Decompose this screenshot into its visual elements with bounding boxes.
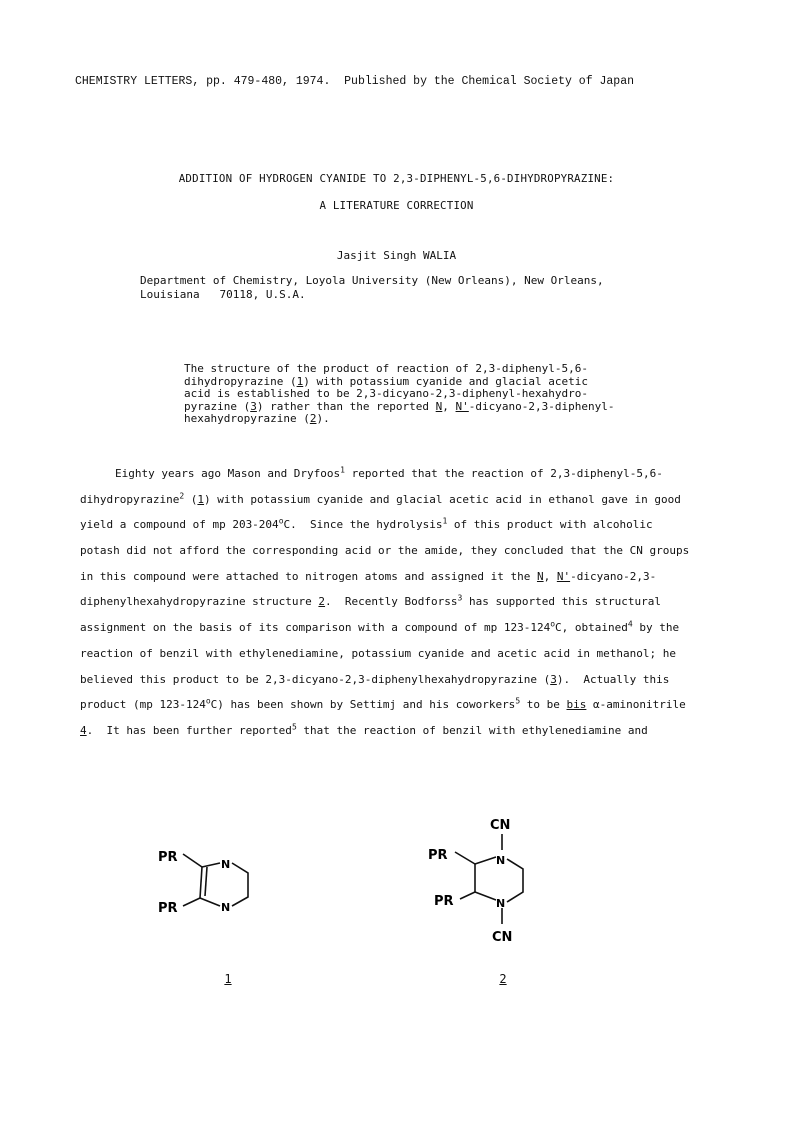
body-line: dihydropyrazine$^2$ (1) with potassium cyanide and glacial acetic acid in ethanol gave in good <box>80 491 681 506</box>
structure-2-cn-top: CN <box>490 818 511 833</box>
abstract-line: dihydropyrazine (1) with potassium cyanide and glacial acetic <box>184 374 588 388</box>
structure-2-atom-top: N <box>496 854 506 867</box>
body-line: in this compound were attached to nitrogen atoms and assigned it the N, N'-dicyano-2,3- <box>80 569 657 583</box>
body-line: 4. It has been further reported$^5$ that the reaction of benzil with ethylenediamine and <box>80 722 648 737</box>
abstract <box>184 363 624 426</box>
body-line: potash did not afford the corresponding acid or the amide, they concluded that the CN groups <box>80 544 690 558</box>
structure-2-cn-bottom: CN <box>492 930 513 945</box>
abstract-line: hexahydropyrazine (2). <box>184 412 330 425</box>
structure-1-atom-top: N <box>221 858 231 871</box>
structure-2-substituent-top: PR <box>428 848 448 863</box>
body-line: believed this product to be 2,3-dicyano-2,3-diphenylhexahydropyrazine (3). Actually this <box>80 672 670 686</box>
body-line: reaction of benzil with ethylenediamine, potassium cyanide and acetic acid in methanol; he <box>80 646 677 660</box>
body-line: assignment on the basis of its comparison with a compound of mp 123-124$^o$C, obtained$^4$ by the <box>80 619 680 635</box>
structure-1-substituent-bottom: PR <box>158 901 178 916</box>
journal-header <box>75 75 715 88</box>
body-line: Eighty years ago Mason and Dryfoos$^1$ reported that the reaction of 2,3-diphenyl-5,6- <box>115 465 663 480</box>
title-line-2: A LITERATURE CORRECTION <box>319 199 474 212</box>
citation: CHEMISTRY LETTERS, pp. 479-480, 1974. <box>75 75 331 88</box>
abstract-line: pyrazine (3) rather than the reported N, N'-dicyano-2,3-diphenyl- <box>184 399 615 413</box>
affiliation-line-2: Louisiana 70118, U.S.A. <box>140 288 306 301</box>
structure-1-atom-bottom: N <box>221 901 231 914</box>
body-line: yield a compound of mp 203-204$^o$C. Since the hydrolysis$^1$ of this product with alcoholic <box>80 516 653 532</box>
author-name: Jasjit Singh WALIA <box>336 249 457 262</box>
affiliation <box>140 274 700 302</box>
publisher: Published by the Chemical Society of Japan <box>344 75 635 88</box>
structure-1-substituent-top: PR <box>158 850 178 865</box>
body-line: diphenylhexahydropyrazine structure 2. Recently Bodforss$^3$ has supported this structural <box>80 593 662 609</box>
body-line: product (mp 123-124$^o$C) has been shown by Settimj and his coworkers$^5$ to be bis α-aminonitrile <box>80 696 686 712</box>
body-paragraph <box>80 461 720 744</box>
structure-2-diagram <box>420 812 560 947</box>
structure-1-diagram <box>150 840 280 920</box>
abstract-line: The structure of the product of reaction of 2,3-diphenyl-5,6- <box>184 362 588 375</box>
abstract-line: acid is established to be 2,3-dicyano-2,3-diphenyl-hexahydro- <box>184 387 588 400</box>
affiliation-line-1: Department of Chemistry, Loyola University (New Orleans), New Orleans, <box>140 274 604 287</box>
title-line-1: ADDITION OF HYDROGEN CYANIDE TO 2,3-DIPHENYL-5,6-DIHYDROPYRAZINE: <box>178 172 615 185</box>
structure-2-label: 2 <box>499 972 507 986</box>
structure-1-label: 1 <box>224 972 232 986</box>
structure-2-substituent-bottom: PR <box>434 894 454 909</box>
structure-2-atom-bottom: N <box>496 897 506 910</box>
